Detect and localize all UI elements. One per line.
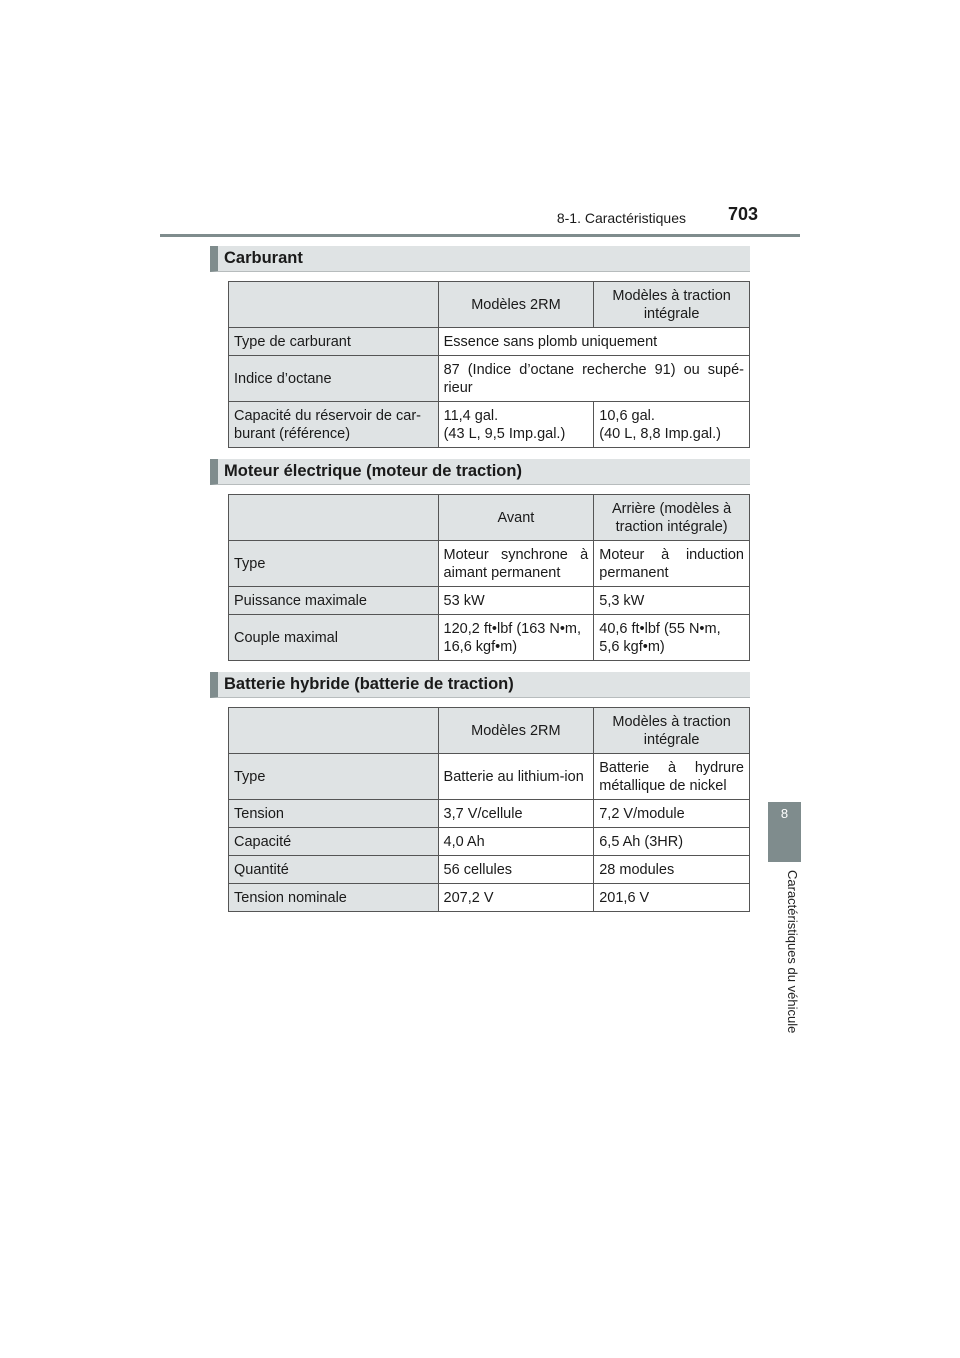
header-cell: Avant	[438, 495, 594, 541]
section-heading-carburant	[210, 246, 750, 272]
row-value: 28 modules	[594, 856, 750, 884]
table-carburant	[228, 281, 750, 448]
row-value: Batterie au lithium-ion	[438, 754, 594, 800]
row-label: Couple maximal	[229, 615, 439, 661]
row-value: 56 cellules	[438, 856, 594, 884]
section-title: 8-1. Caractéristiques	[556, 210, 686, 226]
table-row	[229, 402, 750, 448]
table-row	[229, 356, 750, 402]
row-value: 53 kW	[438, 587, 594, 615]
table-row	[229, 328, 750, 356]
row-value: 6,5 Ah (3HR)	[594, 828, 750, 856]
header-cell-empty	[229, 282, 439, 328]
row-value: 11,4 gal. (43 L, 9,5 Imp.gal.)	[438, 402, 594, 448]
table-row	[229, 884, 750, 912]
row-value: Batterie à hydrure métallique de nickel	[594, 754, 750, 800]
row-value: Moteur à induction permanent	[594, 541, 750, 587]
header-cell: Modèles à traction intégrale	[594, 708, 750, 754]
section-heading-batterie	[210, 672, 750, 698]
row-value: 4,0 Ah	[438, 828, 594, 856]
page-number: 703	[727, 204, 758, 224]
row-label: Type de carburant	[229, 328, 439, 356]
table-row	[229, 828, 750, 856]
table-moteur	[228, 494, 750, 661]
row-value: 10,6 gal. (40 L, 8,8 Imp.gal.)	[594, 402, 750, 448]
section-heading-text: Moteur électrique (moteur de traction)	[224, 462, 522, 480]
row-label: Quantité	[229, 856, 439, 884]
row-value: 40,6 ft•lbf (55 N•m, 5,6 kgf•m)	[594, 615, 750, 661]
row-value: 5,3 kW	[594, 587, 750, 615]
row-label: Type	[229, 754, 439, 800]
row-value: 3,7 V/cellule	[438, 800, 594, 828]
section-heading-text: Carburant	[224, 249, 303, 267]
header-cell-empty	[229, 708, 439, 754]
table-header-row	[229, 495, 750, 541]
row-value: Moteur synchrone à aimant permanent	[438, 541, 594, 587]
table-batterie	[228, 707, 750, 912]
row-label: Tension nominale	[229, 884, 439, 912]
table-row	[229, 615, 750, 661]
row-value: 201,6 V	[594, 884, 750, 912]
chapter-number: 8	[780, 806, 789, 821]
row-value: 207,2 V	[438, 884, 594, 912]
row-label: Indice d’octane	[229, 356, 439, 402]
header-cell-empty	[229, 495, 439, 541]
table-row	[229, 541, 750, 587]
table-row	[229, 856, 750, 884]
header-cell: Modèles 2RM	[438, 708, 594, 754]
row-value: Essence sans plomb uniquement	[438, 328, 749, 356]
row-value: 7,2 V/module	[594, 800, 750, 828]
chapter-label: Caractéristiques du véhicule	[785, 870, 800, 1034]
row-label: Puissance maximale	[229, 587, 439, 615]
table-row	[229, 754, 750, 800]
table-row	[229, 800, 750, 828]
row-value: 120,2 ft•lbf (163 N•m, 16,6 kgf•m)	[438, 615, 594, 661]
row-label: Type	[229, 541, 439, 587]
table-header-row	[229, 282, 750, 328]
chapter-tab	[768, 802, 801, 862]
page-header	[160, 200, 800, 237]
table-row	[229, 587, 750, 615]
header-cell: Arrière (modèles à traction intégrale)	[594, 495, 750, 541]
section-heading-text: Batterie hybride (batterie de traction)	[224, 675, 514, 693]
row-label: Capacité du réservoir de car-burant (référence)	[229, 402, 439, 448]
row-label: Tension	[229, 800, 439, 828]
table-header-row	[229, 708, 750, 754]
section-heading-moteur	[210, 459, 750, 485]
header-cell: Modèles 2RM	[438, 282, 594, 328]
header-cell: Modèles à traction intégrale	[594, 282, 750, 328]
row-label: Capacité	[229, 828, 439, 856]
row-value: 87 (Indice d’octane recherche 91) ou supé-rieur	[438, 356, 749, 402]
